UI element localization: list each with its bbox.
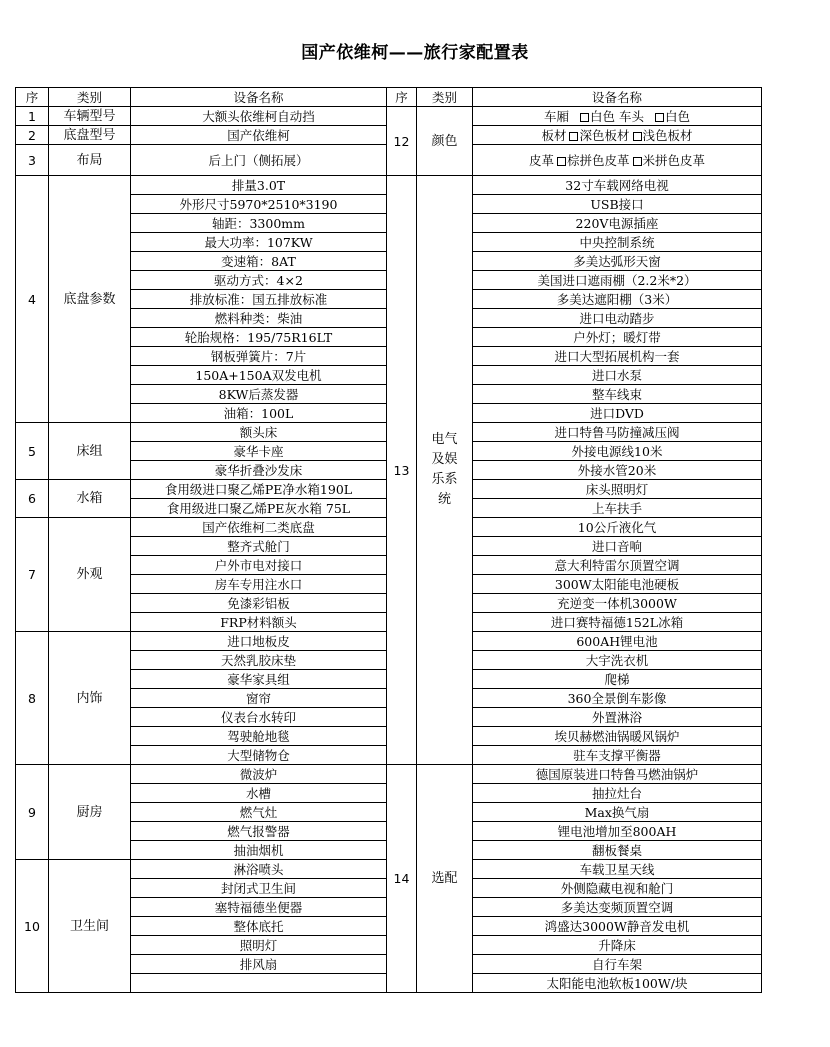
- equipment-item: 户外灯；暖灯带: [473, 328, 762, 347]
- category-label: 底盘参数: [49, 176, 131, 423]
- option-label: 皮革: [528, 152, 554, 168]
- category-label: [417, 176, 473, 765]
- header-seq: 序: [16, 88, 49, 107]
- row-number: 10: [16, 860, 49, 993]
- equipment-item: 轮胎规格：195/75R16LT: [131, 328, 387, 347]
- config-table: [15, 87, 762, 993]
- color-option-row: [473, 126, 762, 145]
- header-category: 类别: [49, 88, 131, 107]
- category-label: 车辆型号: [49, 107, 131, 126]
- category-label: 卫生间: [49, 860, 131, 993]
- header-seq-right: 序: [387, 88, 417, 107]
- row-number: 7: [16, 518, 49, 632]
- equipment-item: 大型储物仓: [131, 746, 387, 765]
- row-number: 8: [16, 632, 49, 765]
- equipment-item: 封闭式卫生间: [131, 879, 387, 898]
- equipment-item: 油箱：100L: [131, 404, 387, 423]
- checkbox-icon: [580, 113, 589, 122]
- row-number: 14: [387, 765, 417, 993]
- category-label: 内饰: [49, 632, 131, 765]
- equipment-item: FRP材料额头: [131, 613, 387, 632]
- equipment-item: 房车专用注水口: [131, 575, 387, 594]
- row-number: 5: [16, 423, 49, 480]
- category-label: 外观: [49, 518, 131, 632]
- row-number: 1: [16, 107, 49, 126]
- equipment-item: 驻车支撑平衡器: [473, 746, 762, 765]
- equipment-item: 免漆彩铝板: [131, 594, 387, 613]
- category-label: 选配: [417, 765, 473, 993]
- header-category-right: 类别: [417, 88, 473, 107]
- equipment-item: 外接水管20米: [473, 461, 762, 480]
- equipment-item: 整体底托: [131, 917, 387, 936]
- table-row: [16, 107, 762, 126]
- equipment-item: 太阳能电池软板100W/块: [473, 974, 762, 993]
- equipment-item: 充逆变一体机3000W: [473, 594, 762, 613]
- equipment-item: 排放标准：国五排放标准: [131, 290, 387, 309]
- equipment-item: 多美达弧形天窗: [473, 252, 762, 271]
- equipment-item: 窗帘: [131, 689, 387, 708]
- header-equipment-right: 设备名称: [473, 88, 762, 107]
- table-row: [16, 176, 762, 195]
- equipment-item: 仪表台水转印: [131, 708, 387, 727]
- equipment-item: 大宇洗衣机: [473, 651, 762, 670]
- equipment-item: 豪华家具组: [131, 670, 387, 689]
- category-label: 床组: [49, 423, 131, 480]
- category-label-line: 及娱: [431, 452, 458, 467]
- equipment-item: 食用级进口聚乙烯PE净水箱190L: [131, 480, 387, 499]
- equipment-item: 车载卫星天线: [473, 860, 762, 879]
- equipment-item: 爬梯: [473, 670, 762, 689]
- checkbox-icon: [633, 132, 642, 141]
- category-label: 水箱: [49, 480, 131, 518]
- equipment-item: 进口DVD: [473, 404, 762, 423]
- equipment-item: 多美达遮阳棚（3米）: [473, 290, 762, 309]
- table-body: [16, 107, 762, 993]
- equipment-item: 鸿盛达3000W静音发电机: [473, 917, 762, 936]
- option-label: 板材: [541, 127, 567, 143]
- equipment-item: 额头床: [131, 423, 387, 442]
- equipment-item: 最大功率：107KW: [131, 233, 387, 252]
- row-number: 12: [387, 107, 417, 176]
- table-row: [16, 765, 762, 784]
- equipment-item: 360全景倒车影像: [473, 689, 762, 708]
- checkbox-icon: [569, 132, 578, 141]
- equipment-item: 进口水泵: [473, 366, 762, 385]
- equipment-item: 32寸车载网络电视: [473, 176, 762, 195]
- equipment-item: 进口音响: [473, 537, 762, 556]
- equipment-item: 外置淋浴: [473, 708, 762, 727]
- category-label-line: 乐系: [431, 472, 458, 487]
- equipment-item: 进口电动踏步: [473, 309, 762, 328]
- equipment-item: 燃料种类：柴油: [131, 309, 387, 328]
- equipment-item: 排量3.0T: [131, 176, 387, 195]
- equipment-item: 国产依维柯: [131, 126, 387, 145]
- row-number: 9: [16, 765, 49, 860]
- equipment-item: [131, 974, 387, 993]
- equipment-item: 燃气灶: [131, 803, 387, 822]
- equipment-item: 后上门（侧拓展）: [131, 145, 387, 176]
- equipment-item: 升降床: [473, 936, 762, 955]
- category-label-line: 电气: [431, 432, 458, 447]
- equipment-item: 燃气报警器: [131, 822, 387, 841]
- equipment-item: 淋浴喷头: [131, 860, 387, 879]
- option-value: 浅色板材: [642, 127, 693, 143]
- row-number: 4: [16, 176, 49, 423]
- equipment-item: Max换气扇: [473, 803, 762, 822]
- equipment-item: 自行车架: [473, 955, 762, 974]
- checkbox-icon: [557, 157, 566, 166]
- option-label: 车头: [618, 108, 644, 124]
- equipment-item: 驱动方式：4×2: [131, 271, 387, 290]
- equipment-item: 国产依维柯二类底盘: [131, 518, 387, 537]
- category-label: 颜色: [417, 107, 473, 176]
- equipment-item: 床头照明灯: [473, 480, 762, 499]
- equipment-item: 变速箱：8AT: [131, 252, 387, 271]
- equipment-item: USB接口: [473, 195, 762, 214]
- equipment-item: 豪华折叠沙发床: [131, 461, 387, 480]
- equipment-item: 上车扶手: [473, 499, 762, 518]
- equipment-item: 外形尺寸5970*2510*3190: [131, 195, 387, 214]
- equipment-item: 塞特福德坐便器: [131, 898, 387, 917]
- checkbox-icon: [633, 157, 642, 166]
- equipment-item: 进口地板皮: [131, 632, 387, 651]
- equipment-item: 150A+150A双发电机: [131, 366, 387, 385]
- option-value: 棕拼色皮革: [566, 152, 630, 168]
- equipment-item: 进口赛特福德152L冰箱: [473, 613, 762, 632]
- equipment-item: 220V电源插座: [473, 214, 762, 233]
- equipment-item: 豪华卡座: [131, 442, 387, 461]
- equipment-item: 多美达变频顶置空调: [473, 898, 762, 917]
- equipment-item: 抽油烟机: [131, 841, 387, 860]
- equipment-item: 抽拉灶台: [473, 784, 762, 803]
- equipment-item: 翻板餐桌: [473, 841, 762, 860]
- equipment-item: 意大利特雷尔顶置空调: [473, 556, 762, 575]
- equipment-item: 300W太阳能电池硬板: [473, 575, 762, 594]
- category-label: 布局: [49, 145, 131, 176]
- equipment-item: 钢板弹簧片：7片: [131, 347, 387, 366]
- equipment-item: 户外市电对接口: [131, 556, 387, 575]
- equipment-item: 外侧隐藏电视和舱门: [473, 879, 762, 898]
- color-option-row: [473, 107, 762, 126]
- equipment-item: 食用级进口聚乙烯PE灰水箱 75L: [131, 499, 387, 518]
- row-number: 13: [387, 176, 417, 765]
- category-label: 底盘型号: [49, 126, 131, 145]
- equipment-item: 外接电源线10米: [473, 442, 762, 461]
- equipment-item: 轴距：3300mm: [131, 214, 387, 233]
- equipment-item: 埃贝赫燃油锅暖风锅炉: [473, 727, 762, 746]
- page-title: 国产依维柯——旅行家配置表: [301, 43, 529, 63]
- equipment-item: 整齐式舱门: [131, 537, 387, 556]
- option-value: 白色: [589, 108, 615, 124]
- equipment-item: 驾驶舱地毯: [131, 727, 387, 746]
- equipment-item: 8KW后蒸发器: [131, 385, 387, 404]
- equipment-item: 中央控制系统: [473, 233, 762, 252]
- color-option-row: [473, 145, 762, 176]
- equipment-item: 微波炉: [131, 765, 387, 784]
- header-equipment: 设备名称: [131, 88, 387, 107]
- equipment-item: 600AH锂电池: [473, 632, 762, 651]
- checkbox-icon: [655, 113, 664, 122]
- equipment-item: 德国原装进口特鲁马燃油锅炉: [473, 765, 762, 784]
- option-value: 白色: [664, 108, 690, 124]
- equipment-item: 整车线束: [473, 385, 762, 404]
- category-label-line: 统: [437, 492, 451, 507]
- equipment-item: 锂电池增加至800AH: [473, 822, 762, 841]
- table-header-row: [16, 88, 762, 107]
- equipment-item: 排风扇: [131, 955, 387, 974]
- equipment-item: 天然乳胶床垫: [131, 651, 387, 670]
- equipment-item: 美国进口遮雨棚（2.2米*2）: [473, 271, 762, 290]
- category-label: 厨房: [49, 765, 131, 860]
- row-number: 3: [16, 145, 49, 176]
- equipment-item: 水槽: [131, 784, 387, 803]
- row-number: 2: [16, 126, 49, 145]
- equipment-item: 照明灯: [131, 936, 387, 955]
- equipment-item: 大额头依维柯自动挡: [131, 107, 387, 126]
- equipment-item: 10公斤液化气: [473, 518, 762, 537]
- row-number: 6: [16, 480, 49, 518]
- option-value: 深色板材: [579, 127, 630, 143]
- equipment-item: 进口大型拓展机构一套: [473, 347, 762, 366]
- equipment-item: 进口特鲁马防撞减压阀: [473, 423, 762, 442]
- option-label: 车厢: [544, 108, 570, 124]
- option-value: 米拼色皮革: [642, 152, 706, 168]
